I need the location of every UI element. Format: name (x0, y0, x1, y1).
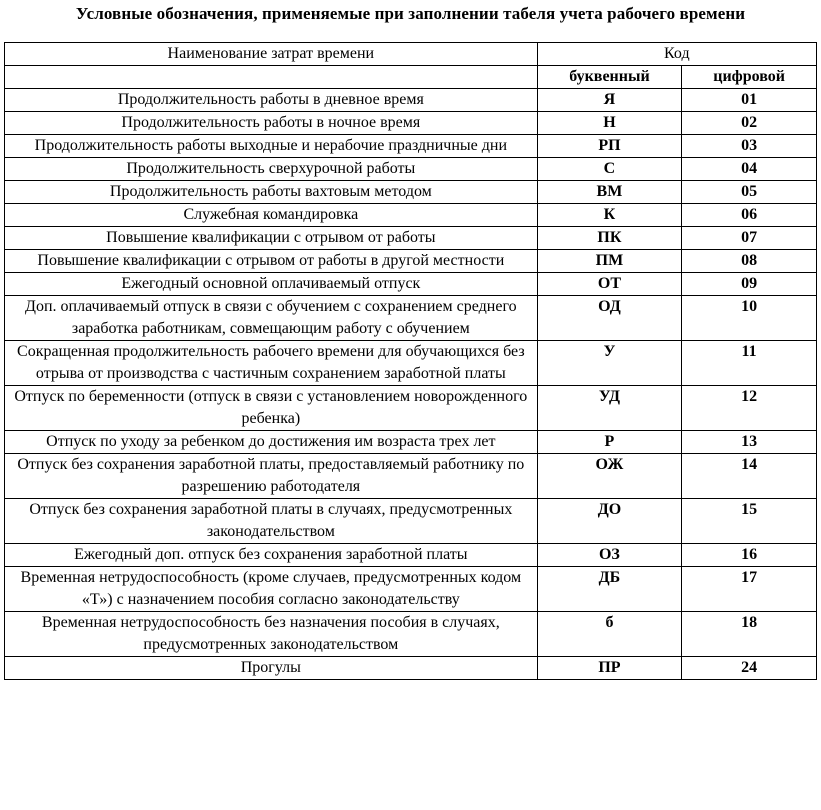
time-expense-name: Продолжительность работы в дневное время (5, 89, 538, 112)
header-row-2 (5, 66, 817, 89)
table-row (5, 386, 817, 431)
table-row (5, 181, 817, 204)
header-row-1 (5, 43, 817, 66)
letter-code: ОД (537, 296, 682, 341)
letter-code: ПР (537, 657, 682, 680)
time-expense-name: Ежегодный основной оплачиваемый отпуск (5, 273, 538, 296)
numeric-code: 24 (682, 657, 817, 680)
numeric-code: 17 (682, 567, 817, 612)
letter-code: ПК (537, 227, 682, 250)
numeric-code: 09 (682, 273, 817, 296)
column-header-code-group: Код (537, 43, 816, 66)
letter-code: У (537, 341, 682, 386)
letter-code: ПМ (537, 250, 682, 273)
numeric-code: 11 (682, 341, 817, 386)
table-row (5, 89, 817, 112)
table-row (5, 454, 817, 499)
letter-code: ДО (537, 499, 682, 544)
table-row (5, 657, 817, 680)
table-row (5, 431, 817, 454)
numeric-code: 05 (682, 181, 817, 204)
numeric-code: 02 (682, 112, 817, 135)
time-expense-name: Временная нетрудоспособность (кроме случаев, предусмотренных кодом «Т») с назначением пособия согласно законодательству (5, 567, 538, 612)
letter-code: Н (537, 112, 682, 135)
timesheet-codes-table (4, 42, 817, 680)
table-row (5, 612, 817, 657)
time-expense-name: Продолжительность работы вахтовым методом (5, 181, 538, 204)
table-row (5, 544, 817, 567)
time-expense-name: Служебная командировка (5, 204, 538, 227)
time-expense-name: Продолжительность работы выходные и нерабочие праздничные дни (5, 135, 538, 158)
letter-code: ОТ (537, 273, 682, 296)
time-expense-name: Продолжительность работы в ночное время (5, 112, 538, 135)
numeric-code: 04 (682, 158, 817, 181)
column-header-name: Наименование затрат времени (5, 43, 538, 66)
table-body (5, 89, 817, 680)
numeric-code: 16 (682, 544, 817, 567)
numeric-code: 14 (682, 454, 817, 499)
column-header-empty (5, 66, 538, 89)
numeric-code: 03 (682, 135, 817, 158)
letter-code: ОЖ (537, 454, 682, 499)
time-expense-name: Повышение квалификации с отрывом от работы в другой местности (5, 250, 538, 273)
table-row (5, 204, 817, 227)
numeric-code: 12 (682, 386, 817, 431)
time-expense-name: Отпуск без сохранения заработной платы в случаях, предусмотренных законодательством (5, 499, 538, 544)
letter-code: С (537, 158, 682, 181)
time-expense-name: Повышение квалификации с отрывом от работы (5, 227, 538, 250)
letter-code: УД (537, 386, 682, 431)
letter-code: ОЗ (537, 544, 682, 567)
numeric-code: 10 (682, 296, 817, 341)
letter-code: Я (537, 89, 682, 112)
numeric-code: 06 (682, 204, 817, 227)
table-row (5, 135, 817, 158)
time-expense-name: Отпуск по беременности (отпуск в связи с установлением новорожденного ребенка) (5, 386, 538, 431)
table-row (5, 341, 817, 386)
table-row (5, 158, 817, 181)
table-row (5, 567, 817, 612)
page-title: Условные обозначения, применяемые при заполнении табеля учета рабочего времени (75, 4, 746, 23)
numeric-code: 01 (682, 89, 817, 112)
letter-code: ДБ (537, 567, 682, 612)
time-expense-name: Отпуск без сохранения заработной платы, предоставляемый работнику по разрешению работодателя (5, 454, 538, 499)
time-expense-name: Отпуск по уходу за ребенком до достижения им возраста трех лет (5, 431, 538, 454)
numeric-code: 08 (682, 250, 817, 273)
table-row (5, 250, 817, 273)
table-row (5, 296, 817, 341)
letter-code: К (537, 204, 682, 227)
letter-code: Р (537, 431, 682, 454)
column-header-numeric-code: цифровой (682, 66, 817, 89)
letter-code: ВМ (537, 181, 682, 204)
column-header-letter-code: буквенный (537, 66, 682, 89)
table-row (5, 112, 817, 135)
time-expense-name: Ежегодный доп. отпуск без сохранения заработной платы (5, 544, 538, 567)
time-expense-name: Сокращенная продолжительность рабочего времени для обучающихся без отрыва от производства с частичным сохранением заработной платы (5, 341, 538, 386)
time-expense-name: Продолжительность сверхурочной работы (5, 158, 538, 181)
table-row (5, 499, 817, 544)
letter-code: б (537, 612, 682, 657)
table-row (5, 227, 817, 250)
table-row (5, 273, 817, 296)
letter-code: РП (537, 135, 682, 158)
numeric-code: 15 (682, 499, 817, 544)
time-expense-name: Временная нетрудоспособность без назначения пособия в случаях, предусмотренных законодательством (5, 612, 538, 657)
time-expense-name: Прогулы (5, 657, 538, 680)
numeric-code: 13 (682, 431, 817, 454)
numeric-code: 18 (682, 612, 817, 657)
time-expense-name: Доп. оплачиваемый отпуск в связи с обучением с сохранением среднего заработка работникам, совмещающим работу с обучением (5, 296, 538, 341)
numeric-code: 07 (682, 227, 817, 250)
